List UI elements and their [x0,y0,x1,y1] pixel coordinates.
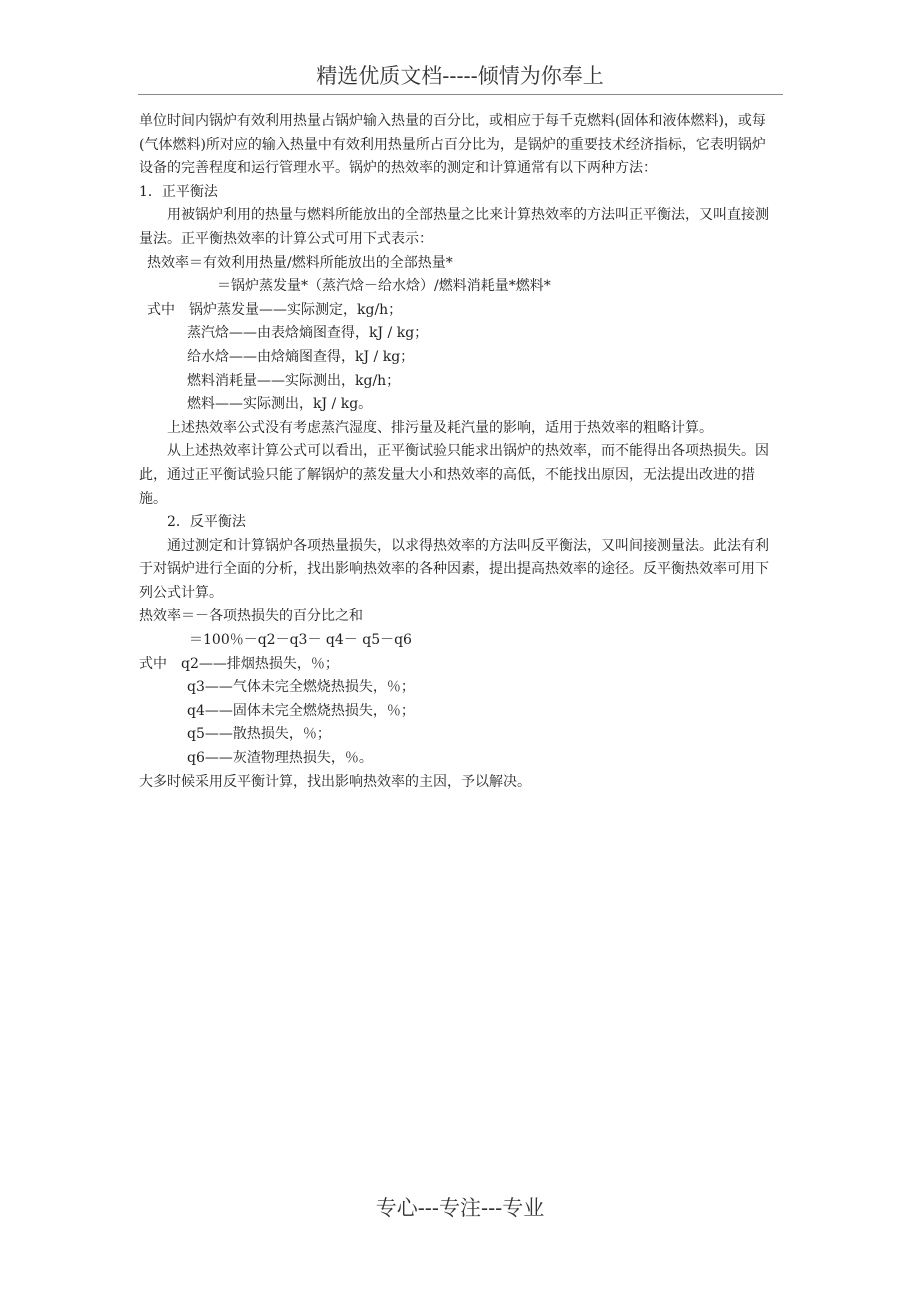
indirect-variable-3: q4——固体未完全燃烧热损失，％； [187,702,415,719]
indirect-formula-line-2: ＝100％－q2－q3－ q4－ q5－q6 [189,632,412,649]
direct-formula-line-1: 热效率＝有效利用热量/燃料所能放出的全部热量* [147,254,453,271]
indirect-variable-4: q5——散热损失，％； [187,726,331,743]
direct-variable-4: 燃料消耗量——实际测出，kg/h； [187,372,401,389]
header-divider [138,94,783,95]
direct-variable-5: 燃料——实际测出，kJ / kg。 [187,396,373,413]
indirect-variable-2: q3——气体未完全燃烧热损失，％； [187,679,415,696]
direct-variable-1: 式中 锅炉蒸发量——实际测定，kg/h； [147,301,403,318]
direct-limit-paragraph: 从上述热效率计算公式可以看出，正平衡试验只能求出锅炉的热效率，而不能得出各项热损失。因此，通过正平衡试验只能了解锅炉的蒸发量大小和热效率的高低，不能找出原因，无法提出改进的措施。 [139,443,769,507]
direct-variable-3: 给水焓——由焓熵图查得，kJ / kg； [187,348,415,365]
indirect-formula-line-1: 热效率＝－各项热损失的百分比之和 [139,608,363,625]
conclusion-paragraph: 大多时候采用反平衡计算，找出影响热效率的主因，予以解决。 [139,773,531,790]
direct-variable-2: 蒸汽焓——由表焓熵图查得，kJ / kg； [187,325,429,342]
indirect-balance-paragraph: 通过测定和计算锅炉各项热量损失，以求得热效率的方法叫反平衡法，又叫间接测量法。此法有利于对锅炉进行全面的分析，找出影响热效率的各种因素，提出提高热效率的途径。反平衡热效率可用下列公式计算。 [139,537,769,601]
intro-paragraph: 单位时间内锅炉有效利用热量占锅炉输入热量的百分比，或相应于每千克燃料(固体和液体燃料)，或每(气体燃料)所对应的输入热量中有效利用热量所占百分比为，是锅炉的重要技术经济指标，它表明锅炉设备的完善程度和运行管理水平。锅炉的热效率的测定和计算通常有以下两种方法： [139,113,766,177]
indirect-variable-1: 式中 q2——排烟热损失，％； [139,655,339,672]
document-body [139,110,779,794]
page-header: 精选优质文档-----倾情为你奉上 [316,64,604,88]
section-heading-direct-balance: 1．正平衡法 [139,183,218,200]
direct-note-paragraph: 上述热效率公式没有考虑蒸汽湿度、排污量及耗汽量的影响，适用于热效率的粗略计算。 [167,419,713,436]
indirect-variable-5: q6——灰渣物理热损失，％。 [187,750,373,767]
page-footer: 专心---专注---专业 [375,1196,545,1220]
direct-formula-line-2: ＝锅炉蒸发量*（蒸汽焓－给水焓）/燃料消耗量*燃料* [217,278,551,295]
direct-balance-paragraph: 用被锅炉利用的热量与燃料所能放出的全部热量之比来计算热效率的方法叫正平衡法，又叫直接测量法。正平衡热效率的计算公式可用下式表示： [139,207,769,247]
section-heading-indirect-balance: 2．反平衡法 [167,514,246,531]
